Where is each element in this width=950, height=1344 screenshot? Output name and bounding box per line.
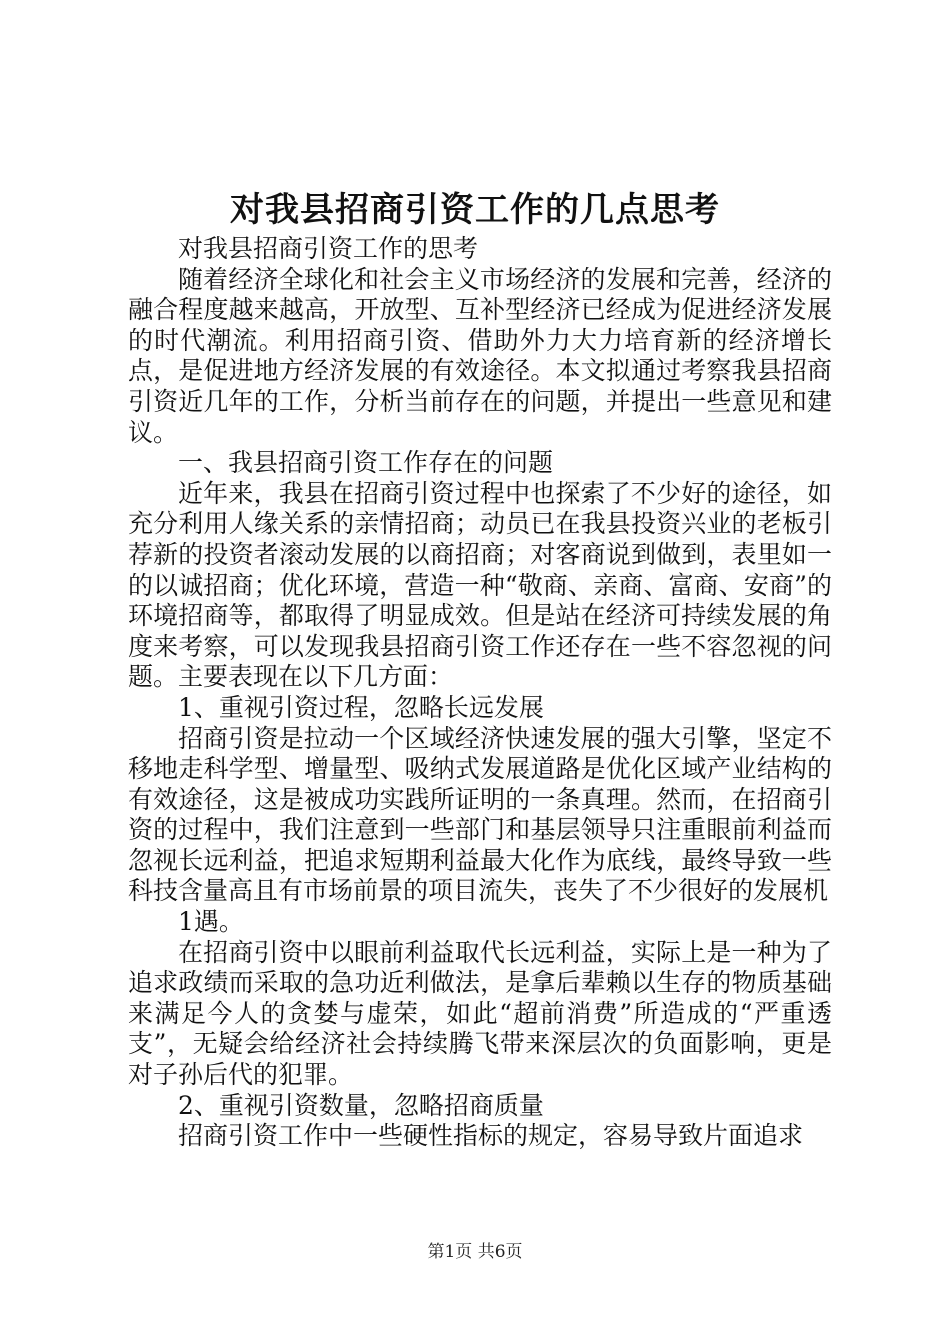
body-paragraph: 1遇。 <box>178 907 244 937</box>
subsection-heading: 2、重视引资数量，忽略招商质量 <box>178 1090 544 1120</box>
subtitle-paragraph: 对我县招商引资工作的思考 <box>178 234 479 263</box>
body-paragraph: 招商引资工作中一些硬性指标的规定，容易导致片面追求 <box>178 1121 804 1151</box>
page-footer: 第1页 共6页 <box>427 1242 523 1262</box>
body-paragraph: 招商引资是拉动一个区域经济快速发展的强大引擎，坚定不移地走科学型、增量型、吸纳式发展道路是优化区域产业结构的有效途径，这是被成功实践所证明的一条真理。然而，在招商引资的过程中，我们注意到一些部门和基层领导只注重眼前利益而忽视长远利益，把追求短期利益最大化作为底线，最终导致一些科技含量高且有市场前景的项目流失，丧失了不少很好的发展机 <box>128 723 832 906</box>
body-paragraph: 随着经济全球化和社会主义市场经济的发展和完善，经济的融合程度越来越高，开放型、互补型经济已经成为促进经济发展的时代潮流。利用招商引资、借助外力大力培育新的经济增长点，是促进地方经济发展的有效途径。本文拟通过考察我县招商引资近几年的工作，分析当前存在的问题，并提出一些意见和建议。 <box>128 264 832 447</box>
subsection-heading: 1、重视引资过程，忽略长远发展 <box>178 692 544 722</box>
section-heading: 一、我县招商引资工作存在的问题 <box>178 448 554 478</box>
body-paragraph: 在招商引资中以眼前利益取代长远利益，实际上是一种为了追求政绩而采取的急功近利做法，是拿后辈赖以生存的物质基础来满足今人的贪婪与虚荣，如此“超前消费”所造成的“严重透支”，无疑会给经济社会持续腾飞带来深层次的负面影响，更是对子孙后代的犯罪。 <box>128 937 832 1090</box>
document-title: 对我县招商引资工作的几点思考 <box>230 190 720 230</box>
body-paragraph: 近年来，我县在招商引资过程中也探索了不少好的途径，如充分利用人缘关系的亲情招商；动员已在我县投资兴业的老板引荐新的投资者滚动发展的以商招商；对客商说到做到，表里如一的以诚招商；优化环境，营造一种“敬商、亲商、富商、安商”的环境招商等，都取得了明显成效。但是站在经济可持续发展的角度来考察，可以发现我县招商引资工作还存在一些不容忽视的问题。主要表现在以下几方面： <box>128 478 832 692</box>
document-body <box>128 234 832 1152</box>
